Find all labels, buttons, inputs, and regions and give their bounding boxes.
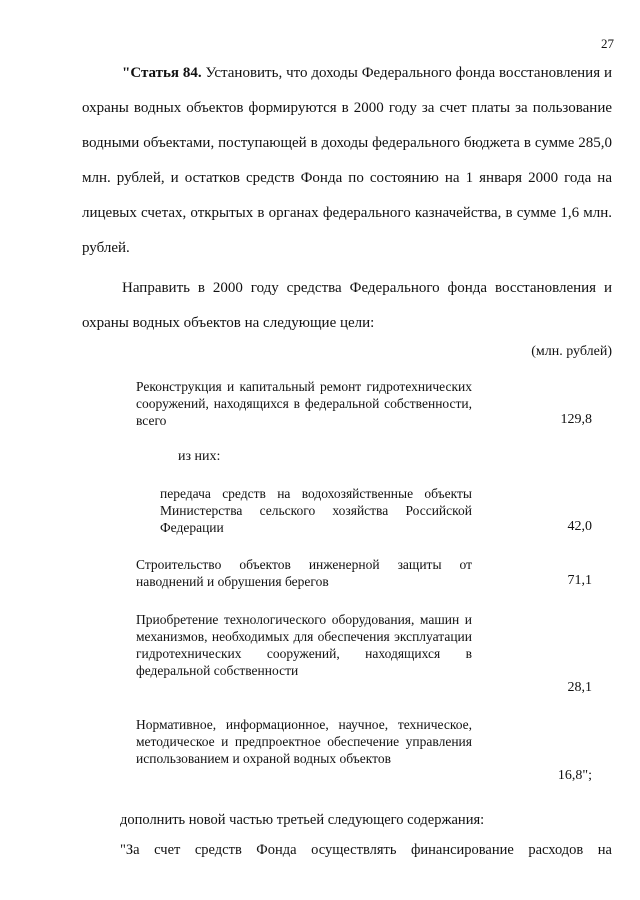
article-label: "Статья 84. bbox=[122, 65, 202, 81]
item-equipment: Приобретение технологического оборудования, машин и механизмов, необходимых для обеспечения эксплуатации гидротехнических сооружений, находящихся в федеральной собственности bbox=[136, 612, 472, 678]
item-transfer: передача средств на водохозяйственные объекты Министерства сельского хозяйства Российской Федерации bbox=[160, 486, 472, 535]
direct-paragraph bbox=[82, 271, 612, 341]
article-text: Установить, что доходы Федерального фонда восстановления и охраны водных объектов формируются в 2000 году за счет платы за пользование водными объектами, поступающей в доходы федерального бюджета в сумме 285,0 млн. рублей, и остатков средств Фонда по состоянию на 1 января 2000 года на лицевых счетах, открытых в органах федерального казначейства, в сумме 1,6 млн. рублей. bbox=[82, 65, 612, 256]
article-paragraph bbox=[82, 56, 612, 266]
supplement-text: дополнить новой частью третьей следующего содержания: bbox=[120, 812, 485, 828]
article-text-block bbox=[82, 56, 612, 266]
from-them-label: из них: bbox=[178, 449, 221, 464]
unit-label: (млн. рублей) bbox=[531, 344, 612, 359]
item-flood-protection: Строительство объектов инженерной защиты от наводнений и обрушения берегов bbox=[136, 557, 472, 589]
item-reconstruction-value: 129,8 bbox=[560, 412, 592, 427]
item-reconstruction: Реконструкция и капитальный ремонт гидротехнических сооружений, находящихся в федеральной собственности, всего bbox=[136, 379, 472, 428]
page-number: 27 bbox=[601, 36, 614, 51]
item-equipment-value: 28,1 bbox=[567, 680, 592, 695]
item-transfer-value: 42,0 bbox=[567, 519, 592, 534]
direct-paragraph-text: Направить в 2000 году средства Федерального фонда восстановления и охраны водных объектов на следующие цели: bbox=[82, 280, 612, 331]
quote-start-text: "За счет средств Фонда осуществлять финансирование расходов на bbox=[120, 842, 612, 858]
item-regulatory-support: Нормативное, информационное, научное, техническое, методическое и предпроектное обеспечение управления использованием и охраной водных объектов bbox=[136, 717, 472, 766]
item-regulatory-support-value: 16,8"; bbox=[557, 768, 592, 783]
item-flood-protection-value: 71,1 bbox=[567, 573, 592, 588]
